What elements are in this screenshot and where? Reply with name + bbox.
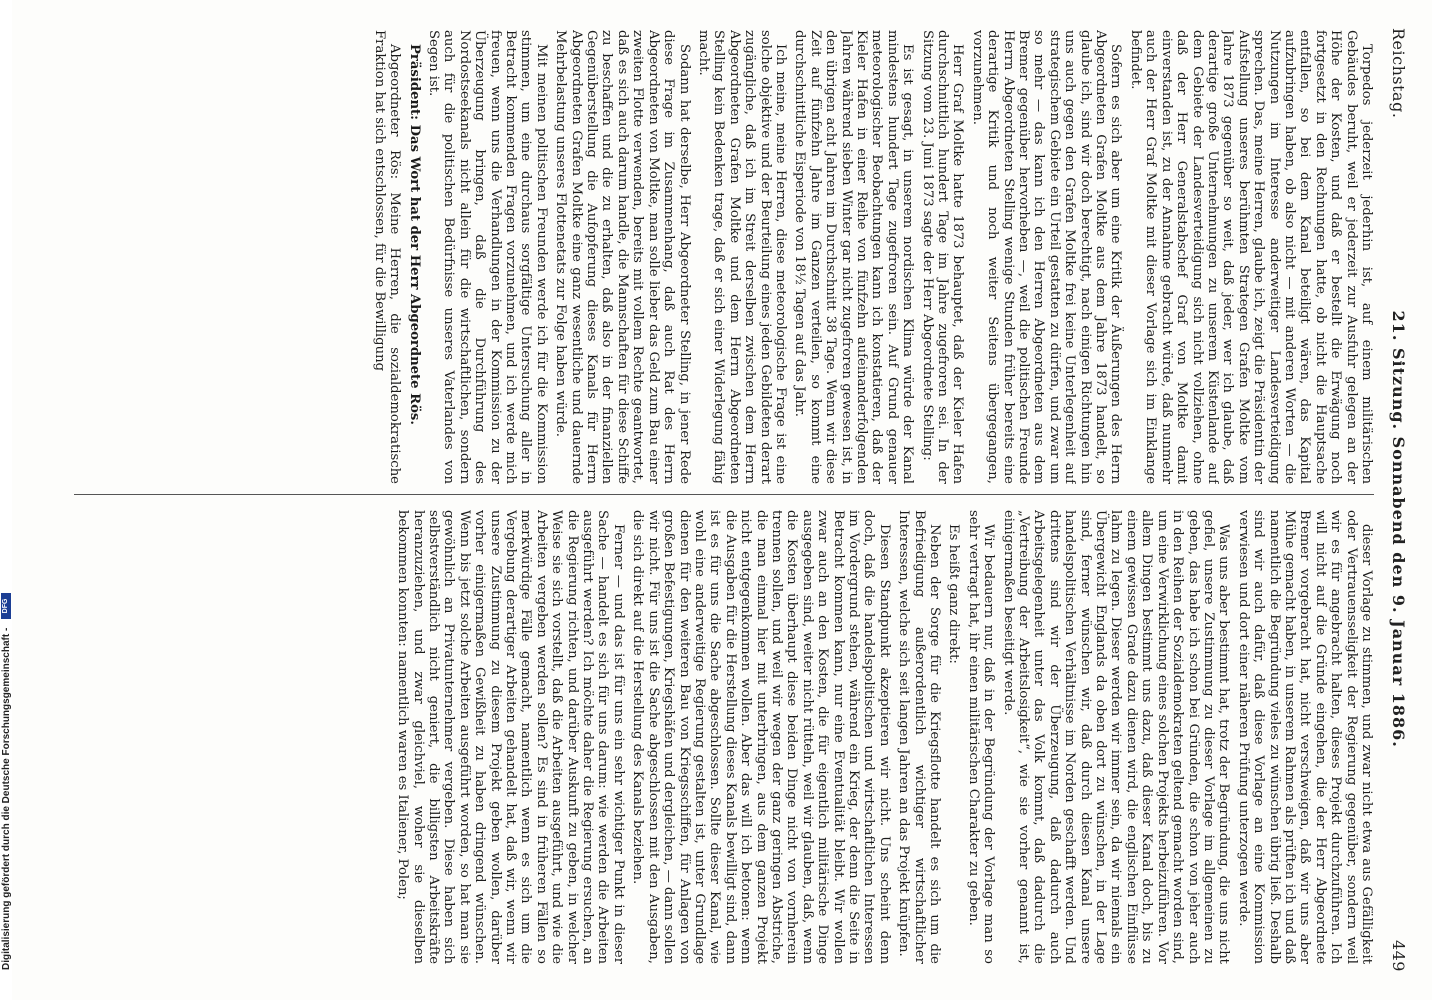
quoted-paragraph: Neben der Sorge für die Kriegsflotte handelt es sich um die Befriedigung außerordentlich wichtiger wirtschaftlicher Interessen, welche sich seit langen Jahren an das Projekt knüpfen. [896, 510, 943, 964]
left-column [44, 30, 1374, 484]
column-divider [74, 494, 1374, 495]
paragraph: Herr Graf Moltke hatte 1873 behauptet, daß der Kieler Hafen durchschnittlich hundert Tage im Jahre zugefroren sei. In der Sitzung vom 23. Juni 1873 sagte der Herr Abgeordnete Stelling: [919, 30, 966, 484]
dfg-logo: DFG [1, 593, 11, 619]
header-left: Reichstag. [1389, 28, 1409, 119]
paragraph: Abgeordneter Rös: Meine Herren, die sozialdemokratische Fraktion hat sich entschlossen, für die Bewilligung [371, 30, 403, 484]
paragraph: Torpedos jederzeit jederhin ist, auf einem militärischen Gebäudes beruht, weil er jederzeit zur Ausfuhr gelegen an der Höhe der Kosten, und daß er bestellt die Erwägung noch fortgesetzt in den Rechnungen hatte, ob nicht die Hauptsache entfallen, so bei dem Kanal beteiligt wären, das Kapital aufzubringen haben, ob also nicht — mit anderen Worten — die Nutzungen im Interesse anderweitiger Landesverteidigung sprechen. Das, meine Herren, glaube ich, zeigt die Präsidentin der Aufstellung unseres berühmten Strategen Grafen Moltke vom Jahre 1873 gegenüber so weit, daß jeder, wer ich glaube, daß derartige große Unternehmungen zu unserem Küstenlande auf dem Gebiete der Landesverteidigung sich nicht vollziehen, ohne daß der Herr Generalstabschef Graf von Moltke damit einverstanden ist, zu der Annahme gebracht würde, daß nunmehr auch der Herr Graf Moltke mit dieser Vorlage sich im Einklange befindet. [1127, 30, 1374, 484]
header-session-date: 21. Sitzung. Sonnabend den 9. Januar 1886. [1389, 310, 1409, 748]
digitization-credit-text: Digitalisierung gefördert durch die Deutsche Forschungsgemeinschaft - [1, 627, 12, 970]
paragraph: Sodann hat derselbe, Herr Abgeordneter Stelling, in jener Rede diese Frage im Zusammenhang, daß auch Rat des Herrn Abgeordneten von Moltke, man solle lieber das Geld zum Bau einer zweiten Flotte verwenden, bereits mit vollem Rechte geantwortet, daß es sich auch darum handle, die Mannschaften für diese Schiffe zu beschaffen und die zu erhalten, daß also in der finanziellen Gegenüberstellung die Aufopferung dieses Kanals für Herrn Abgeordneten Grafen Moltke eine ganz wesentliche und dauernde Mehrbelastung unseres Flottenetats zur Folge haben würde. [553, 30, 692, 484]
right-column [44, 510, 1374, 964]
page-number: 449 [1389, 939, 1409, 972]
paragraph: Wir bedauern nur, daß in der Begründung der Vorlage man so sehr vertragt hat, ihr einen militärischen Charakter zu geben. [965, 510, 997, 964]
running-header [1384, 28, 1414, 972]
rotated-page-content [12, 0, 1432, 1000]
scanned-page [12, 0, 1432, 1000]
paragraph: Es heißt ganz direkt: [946, 524, 962, 664]
quoted-paragraph: Es ist gesagt, in unserem nordischen Klima würde der Kanal mindestens hundert Tage zugefroren sein. Auf Grund genauer meteorologischer Beobachtungen kann ich konstatieren, daß der Kieler Hafen in einer Reihe von fünfzehn aufeinanderfolgenden Jahren während sieben Winter gar nicht zugefroren gewesen ist, in den übrigen acht Jahren im Durchschnitt 38 Tage. Wenn wir diese Zeit auf fünfzehn Jahre im Ganzen verteilen, so kommt eine durchschnittliche Eisperiode von 18½ Tagen auf das Jahr. [792, 30, 916, 484]
paragraph: Ich meine, meine Herren, diese meteorologische Frage ist eine solche objektive und der Beurteilung eines jeden Gebildeten derart zugängliche, daß ich im Streit derselben zwischen dem Herrn Abgeordneten Grafen Moltke und dem Herrn Abgeordneten Stelling kein Bedenken trage, daß er sich einer Widerlegung fähig macht. [695, 30, 788, 484]
speaker-line: Präsident: Das Wort hat der Herr Abgeordnete Rös. [406, 44, 422, 425]
paragraph: Diesen Standpunkt akzeptieren wir nicht. Uns scheint denn doch, daß die handelspolitischen und wirtschaftlichen Interessen im Vordergrund stehen, während ein Krieg, der denn die Seite in Betracht kommen kann, nur eine Eventualität bleibt. Wir wollen zwar auch an den Kosten, die für eigentlich militärische Dinge ausgegeben sind, weiter nicht rütteln, weil wir glauben, daß, wenn die Kosten überhaupt diese beiden Dinge nicht von vornherein trennen sollen, und weil wir wegen der ganz geringen Abstriche, die man einmal hier mit unterbringen, aus dem ganzen Projekt nicht entgegenkommen wollen. Aber das will ich betonen: wenn die Ausgaben für die Herstellung dieses Kanals bewilligt sind, dann ist es für uns die Sache abgeschlossen. Sollte dieser Kanal, wie wohl eine anderweitige Regierung gestalten ist, unter Grundlage dienen für den weiteren Bau von Kriegsschiffen, für Anlagen von großen Befestigungen, Kriegshäfen und dergleichen, — dann sollen wir nicht. Für uns ist die Sache abgeschlossen mit den Ausgaben, die sich direkt auf die Herstellung des Kanals beziehen. [630, 510, 892, 964]
paragraph: Ferner — und das ist für uns ein sehr wichtiger Punkt in dieser Sache — handelt es sich für uns darum: wie werden die Arbeiten ausgeführt werden? Ich möchte daher die Regierung ersuchen, an die Regierung richten, und darüber Auskunft zu geben, in welcher Weise sie sich vorstellt, daß die Arbeiten ausgeführt, und wie die Arbeiten vergeben werden sollen? Es sind in früheren Fällen so merkwürdige Fälle gemacht, namentlich wenn es sich um die Vergebung derartiger Arbeiten gehandelt hat, daß wir, wenn wir unsere Zustimmung zu diesem Projekt geben wollen, darüber vorher einigermaßen Gewißheit zu haben dringend wünschen. Wenn bis jetzt solche Arbeiten ausgeführt worden, so hat man sie gewöhnlich an Privatunternehmer vergeben. Diese haben sich selbstverständlich nicht geniert, die billigsten Arbeitskräfte heranzuziehen, und zwar gleichviel, woher sie dieselben bekommen konnten: namentlich waren es Italiener, Polen; [395, 510, 626, 964]
paragraph: Mit meinen politischen Freunden werde ich für die Kommission stimmen, um eine durchaus sorgfältige Untersuchung aller in Betracht kommenden Fragen vorzunehmen, und ich werde mich freuen, wenn uns die Verhandlungen in der Kommission zu der Überzeugung bringen, daß die Durchführung des Nordostseekanals nicht allein für die wirtschaftlichen, sondern auch für die politischen Bedürfnisse unseres Vaterlandes von Segen ist. [426, 30, 549, 484]
paragraph: Was uns aber bestimmt hat, trotz der Begründung, die uns nicht gefiel, unsere Zustimmung zu dieser Vorlage im allgemeinen zu geben, das habe ich schon bei Gründen, die schon von jeher auch in den Reihen der Sozialdemokraten geltend gemacht worden sind, um eine Verwirklichung eines solchen Projekts herbeizuführen. Vor allem Dingen bestimmt uns dazu, daß dieser Kanal doch, bis zu einem gewissen Grade dazu dienen wird, die englischen Einflüsse lahm zu legen. Dieser werden wir immer sein, da wir niemals ein Übergewicht Englands da oben dort zu wünschen, in der Lage sind, ferner wünschen wir, daß durch diesen Kanal unsere handelspolitischen Verhältnisse im Norden geschafft werden. Und drittens sind wir der Überzeugung, daß dadurch auch Arbeitsgelegenheit unter das Volk kommt, daß dadurch die „Vertreibung der Arbeitslosigkeit“, wie sie vorher genannt ist, einigermaßen beseitigt werde. [1000, 510, 1232, 964]
paragraph: Sofern es sich aber um eine Kritik der Äußerungen des Herrn Abgeordneten Grafen Moltke aus dem Jahre 1873 handelt, so glaube ich, sind wir doch berechtigt, nach einigen Richtungen hin uns auch gegen den Grafen Moltke frei keine Unterlegenheit auf strategischem Gebiete ein Urteil gestatten zu dürfen, und zwar um so mehr — das kann ich den Herren Abgeordneten aus dem Bremer gegenüber hervorheben —, weil die politischen Freunde Herrn Abgeordneten Stelling wenige Stunden früher bereits eine derartige Kritik und noch weiter Seitens übergegangen, vorzunehmen. [969, 30, 1124, 484]
paragraph: dieser Vorlage zu stimmen, und zwar nicht etwa aus Gefälligkeit oder Vertrauensseligkeit der Regierung gegenüber, sondern weil wir es für angebracht halten, dieses Projekt durchzuführen. Ich will nicht auf die Gründe eingehen, die der Herr Abgeordnete Bremer vorgebracht hat, nicht verschweigen, daß wir uns aber Mühe gemacht haben, in unserem Rahmen als prüften ich und daß namentlich die Begründung vieles zu wünschen übrig ließ. Deshalb sind wir auch dafür, daß diese Vorlage an eine Kommission verwiesen und dort einer näheren Prüfung unterzogen werde. [1235, 510, 1374, 964]
